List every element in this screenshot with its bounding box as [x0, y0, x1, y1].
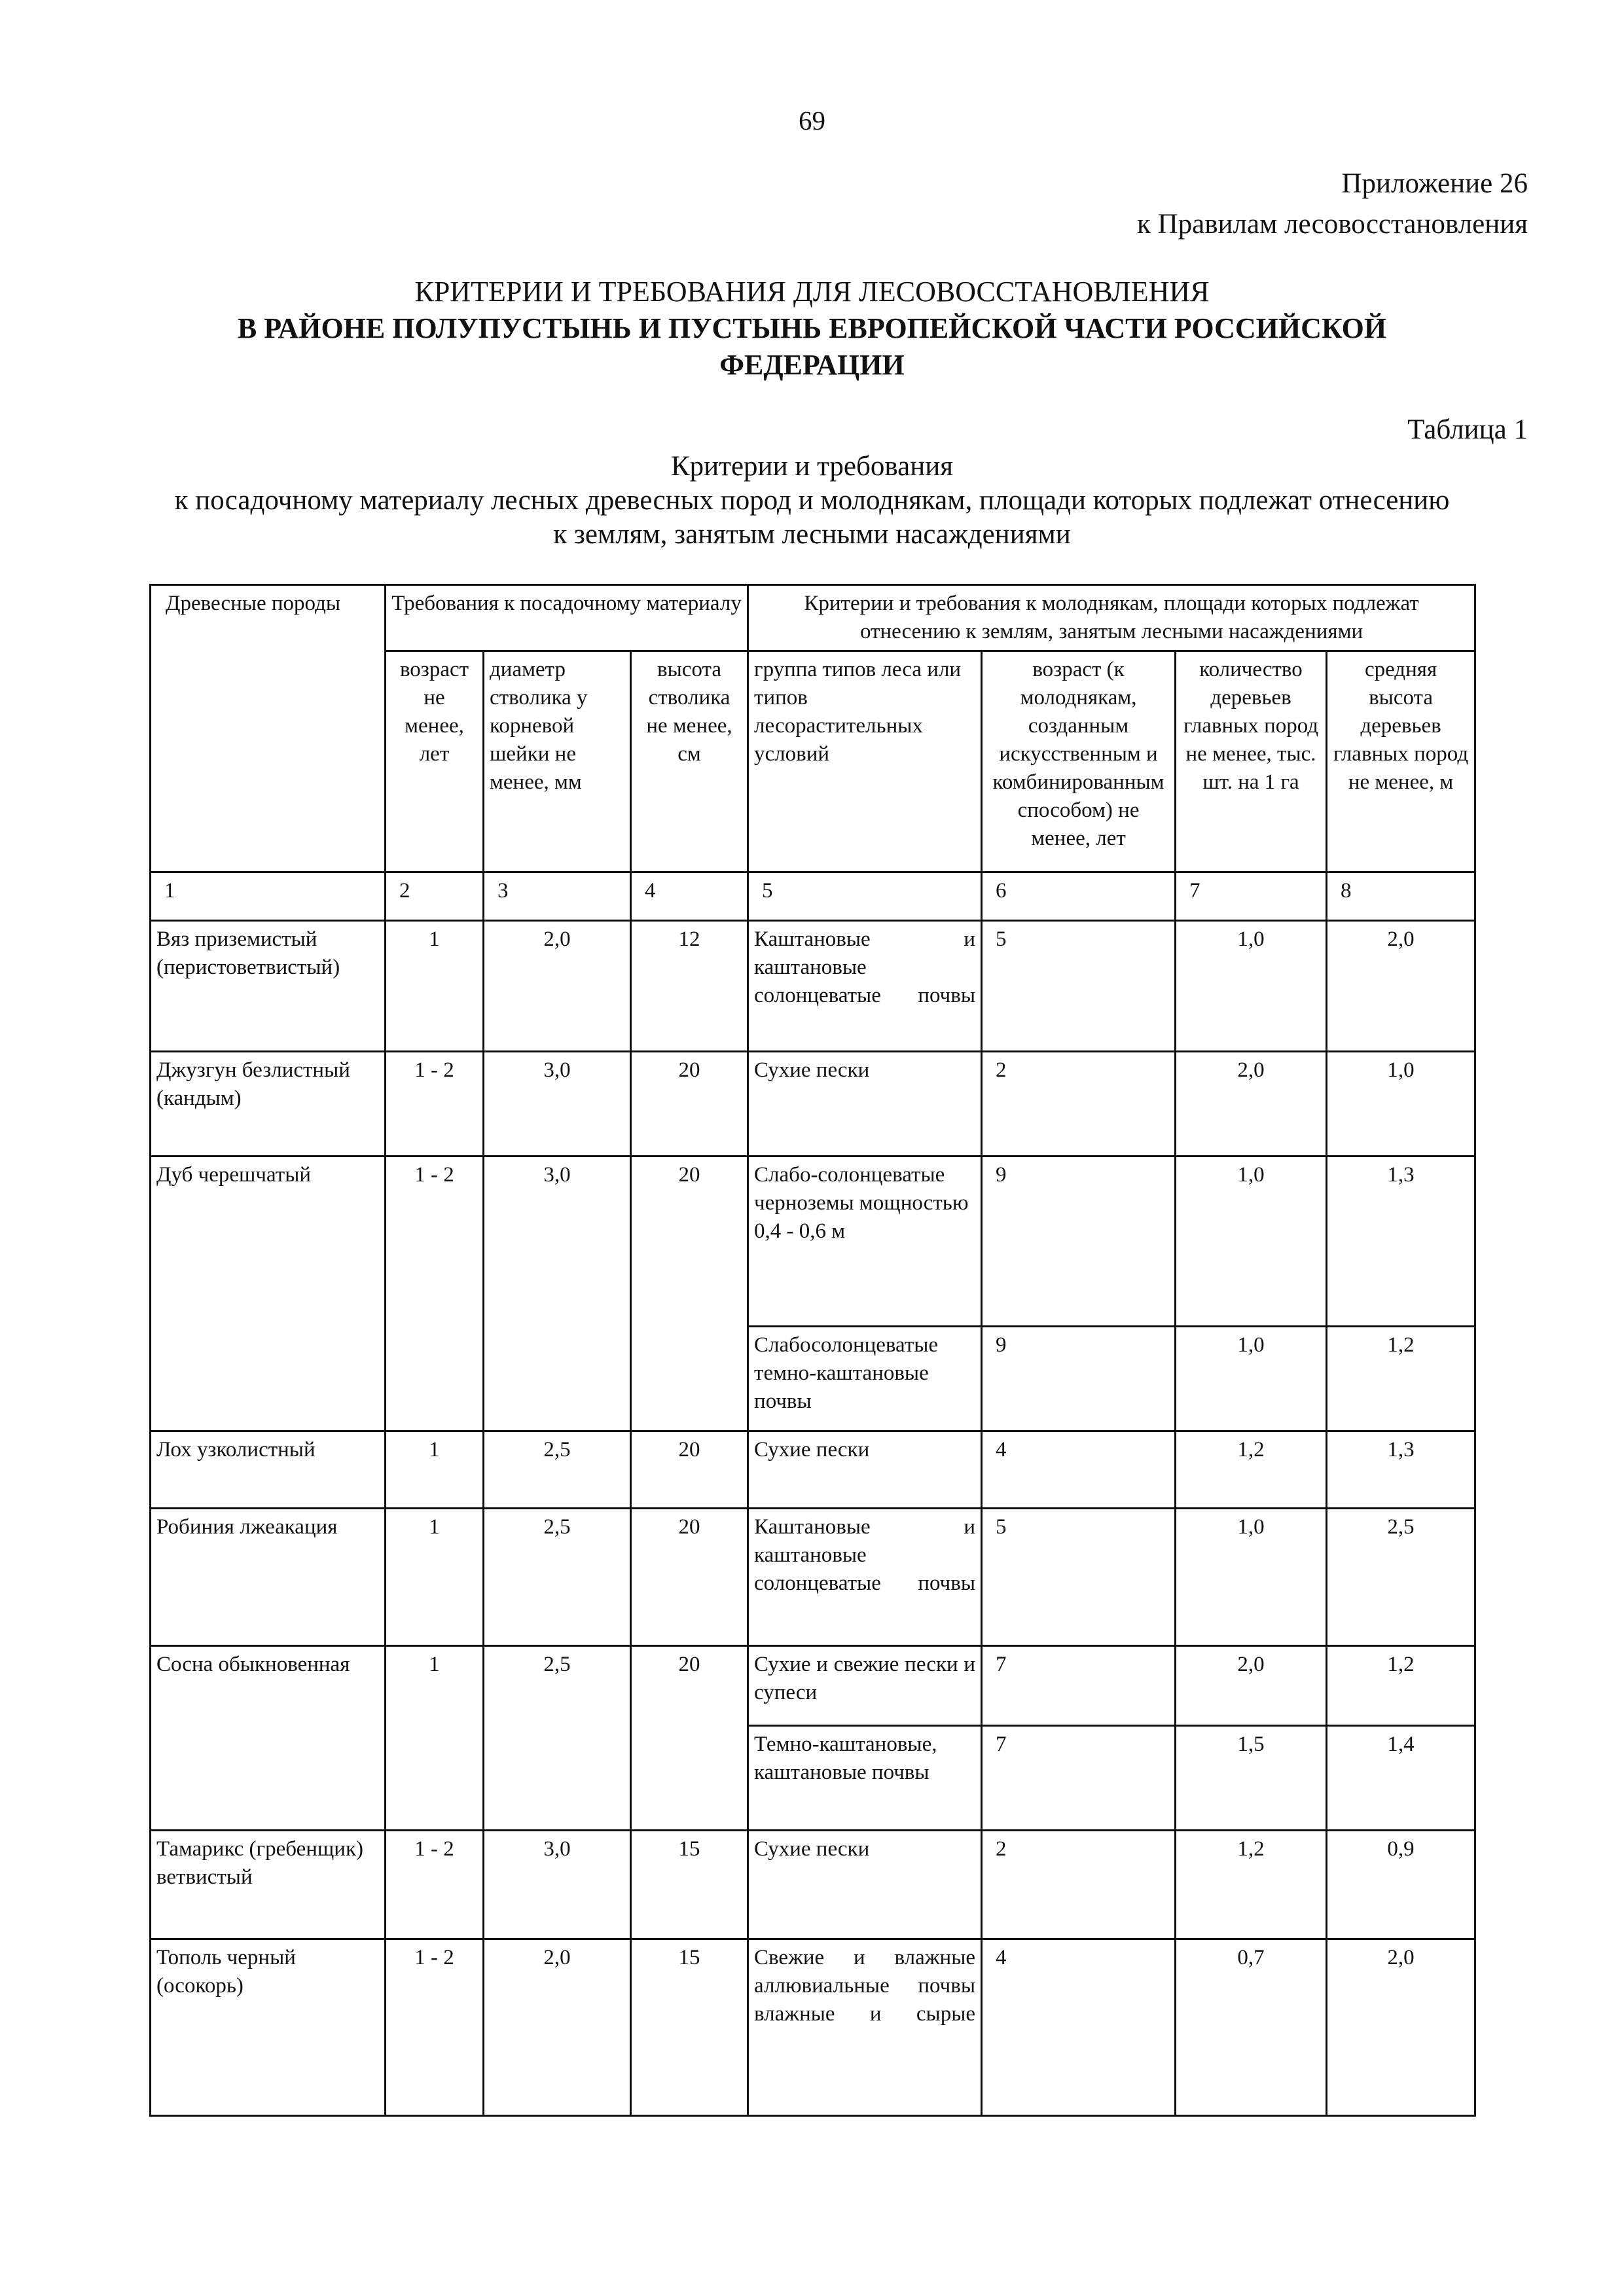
height-cell: 20	[631, 1157, 748, 1431]
table-caption-line-2: к посадочному материалу лесных древесных пород и молоднякам, площади которых подлежат отнесению	[174, 485, 1450, 516]
header-forest-type: группа типов леса или типов лесорастительных условий	[748, 651, 982, 872]
table-row	[151, 1939, 1475, 2116]
forest-type-cell: Темно-каштановые, каштановые почвы	[748, 1726, 982, 1831]
height-cell: 20	[631, 1431, 748, 1509]
young-age-cell: 9	[982, 1327, 1176, 1431]
table-number: Таблица 1	[1407, 414, 1528, 445]
forest-type-cell: Сухие пески	[748, 1052, 982, 1157]
diameter-cell: 3,0	[484, 1831, 631, 1939]
diameter-cell: 2,5	[484, 1509, 631, 1646]
table-row	[151, 1052, 1475, 1157]
criteria-table	[149, 584, 1476, 2117]
document-title-line-3: ФЕДЕРАЦИИ	[719, 349, 905, 381]
table-caption-line-1: Критерии и требования	[670, 451, 953, 482]
species-cell: Лох узколистный	[151, 1431, 386, 1509]
mean-height-cell: 0,9	[1327, 1831, 1475, 1939]
tree-count-cell: 2,0	[1176, 1052, 1327, 1157]
table-row	[151, 1431, 1475, 1509]
column-number: 3	[484, 872, 631, 921]
planting-age-cell: 1 - 2	[386, 1052, 484, 1157]
young-age-cell: 9	[982, 1157, 1176, 1327]
young-age-cell: 5	[982, 921, 1176, 1052]
column-number: 1	[151, 872, 386, 921]
species-cell: Тополь черный (осокорь)	[151, 1939, 386, 2116]
height-cell: 20	[631, 1509, 748, 1646]
young-age-cell: 4	[982, 1939, 1176, 2116]
appendix-label: Приложение 26	[1341, 168, 1528, 199]
column-number: 2	[386, 872, 484, 921]
column-number: 5	[748, 872, 982, 921]
forest-type-cell: Слабосолонцеватые темно-каштановые почвы	[748, 1327, 982, 1431]
column-number: 8	[1327, 872, 1475, 921]
planting-age-cell: 1	[386, 1509, 484, 1646]
header-young-age: возраст (к молоднякам, созданным искусственным и комбинированным способом) не менее, лет	[982, 651, 1176, 872]
tree-count-cell: 1,0	[1176, 1157, 1327, 1327]
tree-count-cell: 1,0	[1176, 1509, 1327, 1646]
tree-count-cell: 1,5	[1176, 1726, 1327, 1831]
forest-type-cell: Сухие и свежие пески и супеси	[748, 1646, 982, 1726]
diameter-cell: 2,5	[484, 1431, 631, 1509]
diameter-cell: 2,0	[484, 1939, 631, 2116]
species-cell: Робиния лжеакация	[151, 1509, 386, 1646]
mean-height-cell: 1,2	[1327, 1646, 1475, 1726]
table-row	[151, 1157, 1475, 1327]
young-age-cell: 2	[982, 1052, 1176, 1157]
young-age-cell: 7	[982, 1646, 1176, 1726]
height-cell: 15	[631, 1939, 748, 2116]
forest-type-cell: Сухие пески	[748, 1831, 982, 1939]
tree-count-cell: 2,0	[1176, 1646, 1327, 1726]
column-number: 7	[1176, 872, 1327, 921]
forest-type-cell: Каштановые и каштановые солонцеватые почвы	[748, 921, 982, 1052]
diameter-cell: 3,0	[484, 1052, 631, 1157]
mean-height-cell: 2,0	[1327, 921, 1475, 1052]
diameter-cell: 2,5	[484, 1646, 631, 1831]
height-cell: 12	[631, 921, 748, 1052]
tree-count-cell: 1,0	[1176, 1327, 1327, 1431]
planting-age-cell: 1 - 2	[386, 1939, 484, 2116]
planting-age-cell: 1 - 2	[386, 1157, 484, 1431]
column-number: 4	[631, 872, 748, 921]
column-number-row	[151, 872, 1475, 921]
species-cell: Тамарикс (гребенщик) ветвистый	[151, 1831, 386, 1939]
table-row	[151, 1831, 1475, 1939]
young-age-cell: 2	[982, 1831, 1176, 1939]
mean-height-cell: 1,2	[1327, 1327, 1475, 1431]
height-cell: 20	[631, 1646, 748, 1831]
header-tree-count: количество деревьев главных пород не менее, тыс. шт. на 1 га	[1176, 651, 1327, 872]
header-diameter: диаметр стволика у корневой шейки не менее, мм	[484, 651, 631, 872]
tree-count-cell: 0,7	[1176, 1939, 1327, 2116]
species-cell: Джузгун безлистный (кандым)	[151, 1052, 386, 1157]
table-row	[151, 1509, 1475, 1646]
header-mean-height: средняя высота деревьев главных пород не менее, м	[1327, 651, 1475, 872]
header-height: высота стволика не менее, см	[631, 651, 748, 872]
mean-height-cell: 1,0	[1327, 1052, 1475, 1157]
forest-type-cell: Каштановые и каштановые солонцеватые почвы	[748, 1509, 982, 1646]
header-species: Древесные породы	[151, 585, 386, 872]
forest-type-cell: Свежие и влажные аллювиальные почвы влажные и сырые	[748, 1939, 982, 2116]
tree-count-cell: 1,2	[1176, 1431, 1327, 1509]
mean-height-cell: 2,0	[1327, 1939, 1475, 2116]
diameter-cell: 3,0	[484, 1157, 631, 1431]
document-title-line-2: В РАЙОНЕ ПОЛУПУСТЫНЬ И ПУСТЫНЬ ЕВРОПЕЙСКОЙ ЧАСТИ РОССИЙСКОЙ	[237, 312, 1387, 344]
table-row	[151, 921, 1475, 1052]
table-body	[151, 585, 1475, 2116]
diameter-cell: 2,0	[484, 921, 631, 1052]
appendix-reference: к Правилам лесовосстановления	[1136, 209, 1528, 240]
species-cell: Вяз приземистый (перистоветвистый)	[151, 921, 386, 1052]
header-age: возраст не менее, лет	[386, 651, 484, 872]
table-row	[151, 1646, 1475, 1726]
height-cell: 15	[631, 1831, 748, 1939]
column-number: 6	[982, 872, 1176, 921]
page-number: 69	[799, 105, 825, 135]
planting-age-cell: 1 - 2	[386, 1831, 484, 1939]
forest-type-cell: Сухие пески	[748, 1431, 982, 1509]
species-cell: Сосна обыкновенная	[151, 1646, 386, 1831]
table-caption-line-3: к землям, занятым лесными насаждениями	[553, 519, 1071, 550]
document-title-line-1: КРИТЕРИИ И ТРЕБОВАНИЯ ДЛЯ ЛЕСОВОССТАНОВЛЕНИЯ	[414, 276, 1210, 308]
mean-height-cell: 1,3	[1327, 1431, 1475, 1509]
species-cell: Дуб черешчатый	[151, 1157, 386, 1431]
planting-age-cell: 1	[386, 1646, 484, 1831]
header-young-criteria: Критерии и требования к молоднякам, площади которых подлежат отнесению к землям, занятым лесными насаждениями	[748, 585, 1475, 651]
mean-height-cell: 2,5	[1327, 1509, 1475, 1646]
header-planting-requirements: Требования к посадочному материалу	[386, 585, 748, 651]
tree-count-cell: 1,2	[1176, 1831, 1327, 1939]
height-cell: 20	[631, 1052, 748, 1157]
young-age-cell: 5	[982, 1509, 1176, 1646]
mean-height-cell: 1,4	[1327, 1726, 1475, 1831]
planting-age-cell: 1	[386, 1431, 484, 1509]
young-age-cell: 7	[982, 1726, 1176, 1831]
young-age-cell: 4	[982, 1431, 1176, 1509]
header-row-1	[151, 585, 1475, 651]
forest-type-cell: Слабо-солонцеватые черноземы мощностью 0,4 - 0,6 м	[748, 1157, 982, 1327]
tree-count-cell: 1,0	[1176, 921, 1327, 1052]
planting-age-cell: 1	[386, 921, 484, 1052]
mean-height-cell: 1,3	[1327, 1157, 1475, 1327]
